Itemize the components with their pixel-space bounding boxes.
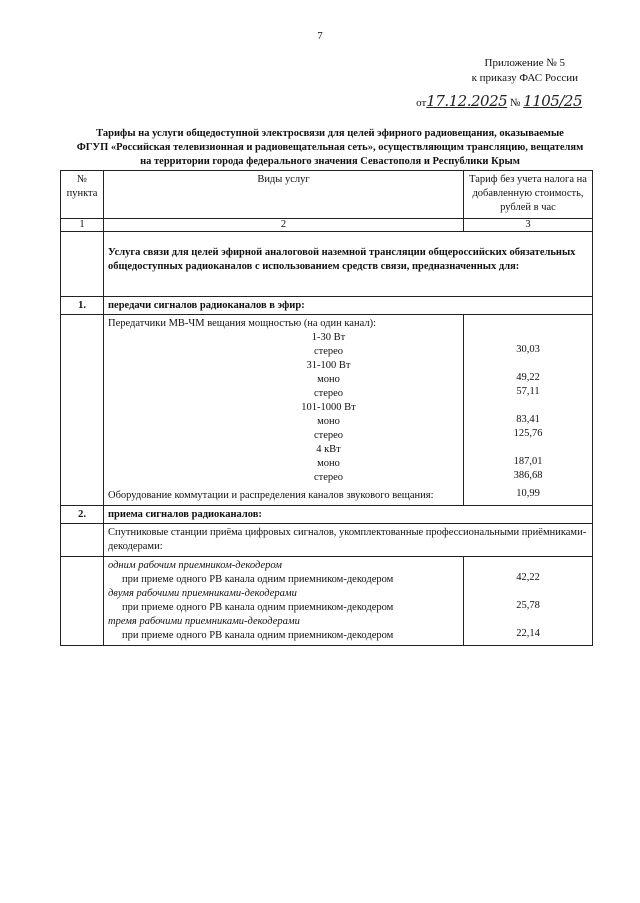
- empty-cell: [61, 524, 104, 557]
- order-number: 1105/25: [523, 92, 582, 110]
- receivers-row: [61, 557, 593, 646]
- mode: стерео: [313, 346, 344, 357]
- mode: моно: [317, 458, 340, 469]
- tariff-value: 25,78: [516, 600, 540, 611]
- mode: моно: [317, 416, 340, 427]
- appendix-number: Приложение № 5: [484, 57, 566, 69]
- tariff-value: 30,03: [516, 344, 540, 355]
- header-service-types: Виды услуг: [104, 171, 464, 219]
- appendix-header: [472, 56, 578, 86]
- document-title: [60, 127, 600, 169]
- receiver-label: двумя рабочими приемниками-декодерами: [108, 588, 297, 599]
- section-2-row: [61, 506, 593, 524]
- tariff-value: 125,76: [513, 428, 543, 439]
- order-prefix: от: [416, 97, 427, 109]
- tariff-value: 49,22: [516, 372, 540, 383]
- empty-cell: [61, 557, 104, 646]
- receiver-sub: при приеме одного РВ канала одним приемником-декодером: [122, 602, 394, 613]
- appendix-order-ref: к приказу ФАС России: [471, 72, 578, 84]
- column-number: 3: [464, 219, 593, 232]
- empty-cell: [61, 232, 104, 297]
- receivers-cell: [104, 557, 464, 646]
- mode: стерео: [313, 472, 344, 483]
- title-line-3: на территории города федерального значения Севастополя и Республики Крым: [140, 156, 520, 167]
- power-range: 31-100 Вт: [306, 360, 351, 371]
- title-line-1: Тарифы на услуги общедоступной электросвязи для целей эфирного радиовещания, оказываемые: [96, 128, 564, 139]
- tariff-value: 10,99: [516, 488, 540, 499]
- power-range: 4 кВт: [316, 444, 341, 455]
- empty-cell: [61, 315, 104, 506]
- receiver-sub: при приеме одного РВ канала одним приемником-декодером: [122, 574, 394, 585]
- column-number: 2: [104, 219, 464, 232]
- satellite-label: Спутниковые станции приёма цифровых сигналов, укомплектованные профессиональными приёмниками-декодерами:: [104, 524, 593, 557]
- transmitters-cell: [104, 315, 464, 506]
- tariffs-cell: [464, 315, 593, 506]
- receiver-sub: при приеме одного РВ канала одним приемником-декодером: [122, 630, 394, 641]
- order-date: 17.12.2025: [426, 92, 508, 110]
- service-intro-text: Услуга связи для целей эфирной аналоговой наземной трансляции общероссийских обязательных общедоступных радиоканалов с использованием средств связи, предназначенных для:: [104, 232, 593, 297]
- tariff-value: 83,41: [516, 414, 540, 425]
- column-numbers-row: [61, 219, 593, 232]
- mode: моно: [317, 374, 340, 385]
- tariff-value: 187,01: [513, 456, 543, 467]
- receiver-label: тремя рабочими приемниками-декодерами: [108, 616, 300, 627]
- power-range: 1-30 Вт: [311, 332, 346, 343]
- section-1-row: [61, 297, 593, 315]
- tariffs-table: [60, 170, 593, 646]
- tariff-value: 57,11: [516, 386, 540, 397]
- mode: стерео: [313, 388, 344, 399]
- section-number: 1.: [61, 297, 104, 315]
- header-tariff: Тариф без учета налога на добавленную стоимость, рублей в час: [464, 171, 593, 219]
- tariff-value: 42,22: [516, 572, 540, 583]
- column-number: 1: [61, 219, 104, 232]
- title-line-2: ФГУП «Российская телевизионная и радиовещательная сеть», осуществляющим трансляцию, вещателям: [76, 142, 584, 153]
- table-header-row: [61, 171, 593, 219]
- satellite-row: [61, 524, 593, 557]
- section-title: приема сигналов радиоканалов:: [104, 506, 593, 524]
- receiver-tariffs-cell: [464, 557, 593, 646]
- header-item-number: № пункта: [61, 171, 104, 219]
- transmitters-row: [61, 315, 593, 506]
- section-number: 2.: [61, 506, 104, 524]
- page-number: 7: [317, 30, 323, 42]
- section-title: передачи сигналов радиоканалов в эфир:: [104, 297, 593, 315]
- service-intro-row: [61, 232, 593, 297]
- switching-label: Оборудование коммутации и распределения каналов звукового вещания:: [108, 490, 434, 501]
- power-range: 101-1000 Вт: [301, 402, 356, 413]
- order-date-number: [416, 92, 582, 110]
- order-no-label: №: [509, 97, 521, 109]
- mode: стерео: [313, 430, 344, 441]
- transmitters-label: Передатчики МВ-ЧМ вещания мощностью (на один канал):: [108, 318, 376, 329]
- tariff-value: 22,14: [516, 628, 540, 639]
- tariff-value: 386,68: [513, 470, 543, 481]
- receiver-label: одним рабочим приемником-декодером: [108, 560, 282, 571]
